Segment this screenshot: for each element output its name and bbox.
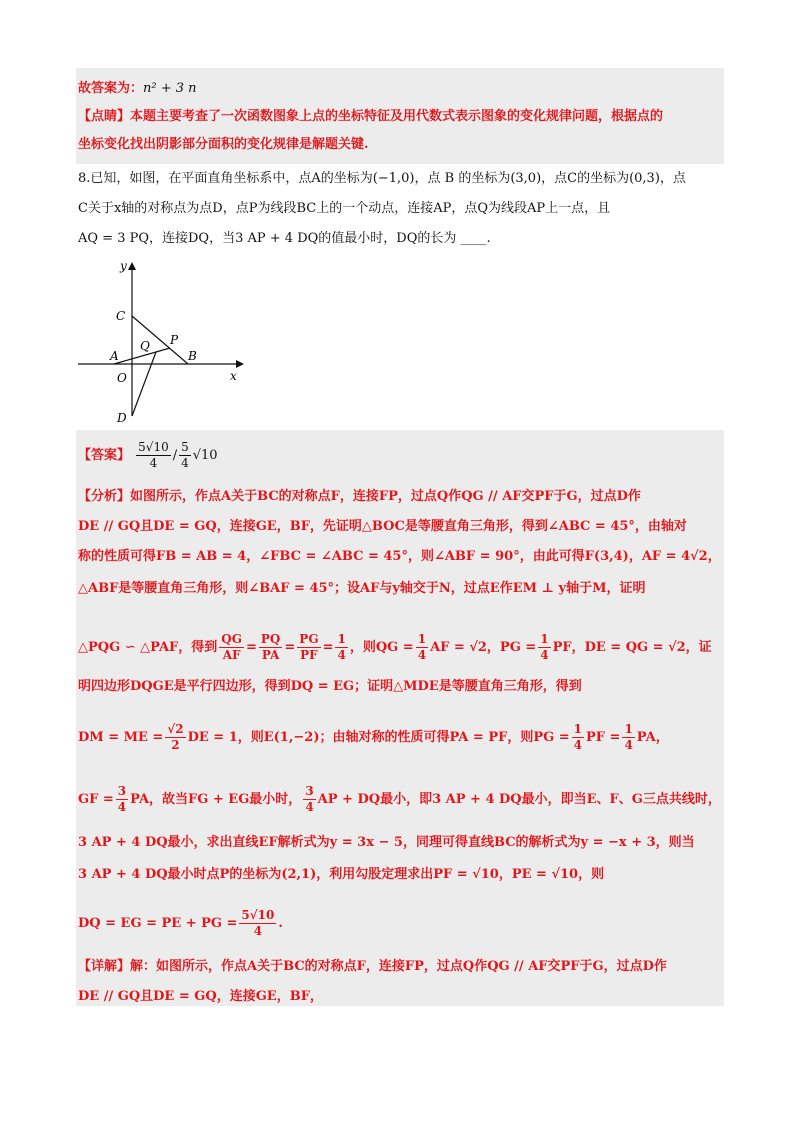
analysis-line-11: DQ = EG = PE + PG = $\frac{5√10}{4}$ .	[78, 908, 283, 938]
analysis-line-9: 3 AP + 4 DQ最小，求出直线EF解析式为y = 3x − 5，同理可得直线BC的解析式为y = −x + 3，则当	[78, 835, 695, 850]
label-B: B	[188, 349, 197, 363]
y-axis-arrow	[128, 262, 136, 270]
analysis-line-6: 明四边形DQGE是平行四边形，得到DQ = EG；证明△MDE是等腰直角三角形，得到	[78, 679, 582, 694]
question-line-2: C关于x轴的对称点为点D，点P为线段BC上的一个动点，连接AP，点Q为线段AP上一点，且	[78, 201, 611, 216]
analysis-line-10: 3 AP + 4 DQ最小时点P的坐标为(2,1)，利用勾股定理求出PF = √10，PE = √10，则	[78, 867, 605, 882]
answer-line: 【答案】 $\frac{5√10}{4}$ / $\frac{5}{4}$ √10	[78, 440, 218, 470]
label-O: O	[117, 371, 127, 385]
analysis-line-2: DE // GQ且DE = GQ，连接GE，BF，先证明△BOC是等腰直角三角形，得到∠ABC = 45°，由轴对	[78, 519, 687, 534]
label-A: A	[110, 349, 119, 363]
label-D: D	[117, 411, 127, 425]
label-P: P	[170, 333, 179, 347]
prev-comment-line-1: 【点睛】本题主要考查了一次函数图象上点的坐标特征及用代数式表示图象的变化规律问题，根据点的	[78, 109, 664, 124]
detail-line-2: DE // GQ且DE = GQ，连接GE，BF，	[78, 989, 323, 1004]
detail-line-1: 【详解】解：如图所示，作点A关于BC的对称点F，连接FP，过点Q作QG // AF交PF于G，过点D作	[78, 959, 667, 974]
analysis-line-4: △ABF是等腰直角三角形，则∠BAF = 45°；设AF与y轴交于N，过点E作EM ⊥ y轴于M，证明	[78, 581, 646, 596]
analysis-line-7: DM = ME = $\frac{√2}{2}$ DE = 1，则E(1,−2)；由轴对称的性质可得PA = PF，则PG = $\frac{1}{4}$ PF = $\frac{1}{4}$ PA，	[78, 722, 669, 752]
question-line-3: AQ = 3 PQ，连接DQ，当3 AP + 4 DQ的值最小时，DQ的长为 ____.	[78, 231, 491, 246]
label-x: x	[230, 369, 237, 383]
prev-answer: 故答案为：n² + 3 n	[78, 81, 197, 96]
analysis-line-3: 称的性质可得FB = AB = 4，∠FBC = ∠ABC = 45°，则∠ABF = 90°，由此可得F(3,4)，AF = 4√2，	[78, 549, 721, 564]
segment-DQ	[132, 352, 156, 416]
coordinate-figure	[70, 256, 270, 426]
question-line-1: 8.已知，如图，在平面直角坐标系中，点A的坐标为(−1,0)，点 B 的坐标为(3,0)，点C的坐标为(0,3)，点	[78, 171, 686, 186]
label-Q: Q	[140, 339, 150, 353]
prev-comment-line-2: 坐标变化找出阴影部分面积的变化规律是解题关键.	[78, 137, 369, 152]
x-axis-arrow	[236, 360, 244, 368]
label-y: y	[120, 259, 127, 273]
analysis-line-8: GF = $\frac{3}{4}$ PA，故当FG + EG最小时， $\frac{3}{4}$ AP + DQ最小，即3 AP + 4 DQ最小，即当E、F、G三点共线时，	[78, 784, 721, 814]
analysis-line-1: 【分析】如图所示，作点A关于BC的对称点F，连接FP，过点Q作QG // AF交PF于G，过点D作	[78, 489, 641, 504]
label-C: C	[116, 309, 126, 323]
analysis-line-5: △PQG ∽ △PAF，得到 $\frac{QG}{AF}$ = $\frac{PQ}{PA}$ = $\frac{PG}{PF}$ = $\frac{1}{4}$ ，则QG = $\frac{1}{4}$ AF = √2，PG = $\frac{1}{4}$ PF，DE = QG = √2，证	[78, 632, 712, 662]
